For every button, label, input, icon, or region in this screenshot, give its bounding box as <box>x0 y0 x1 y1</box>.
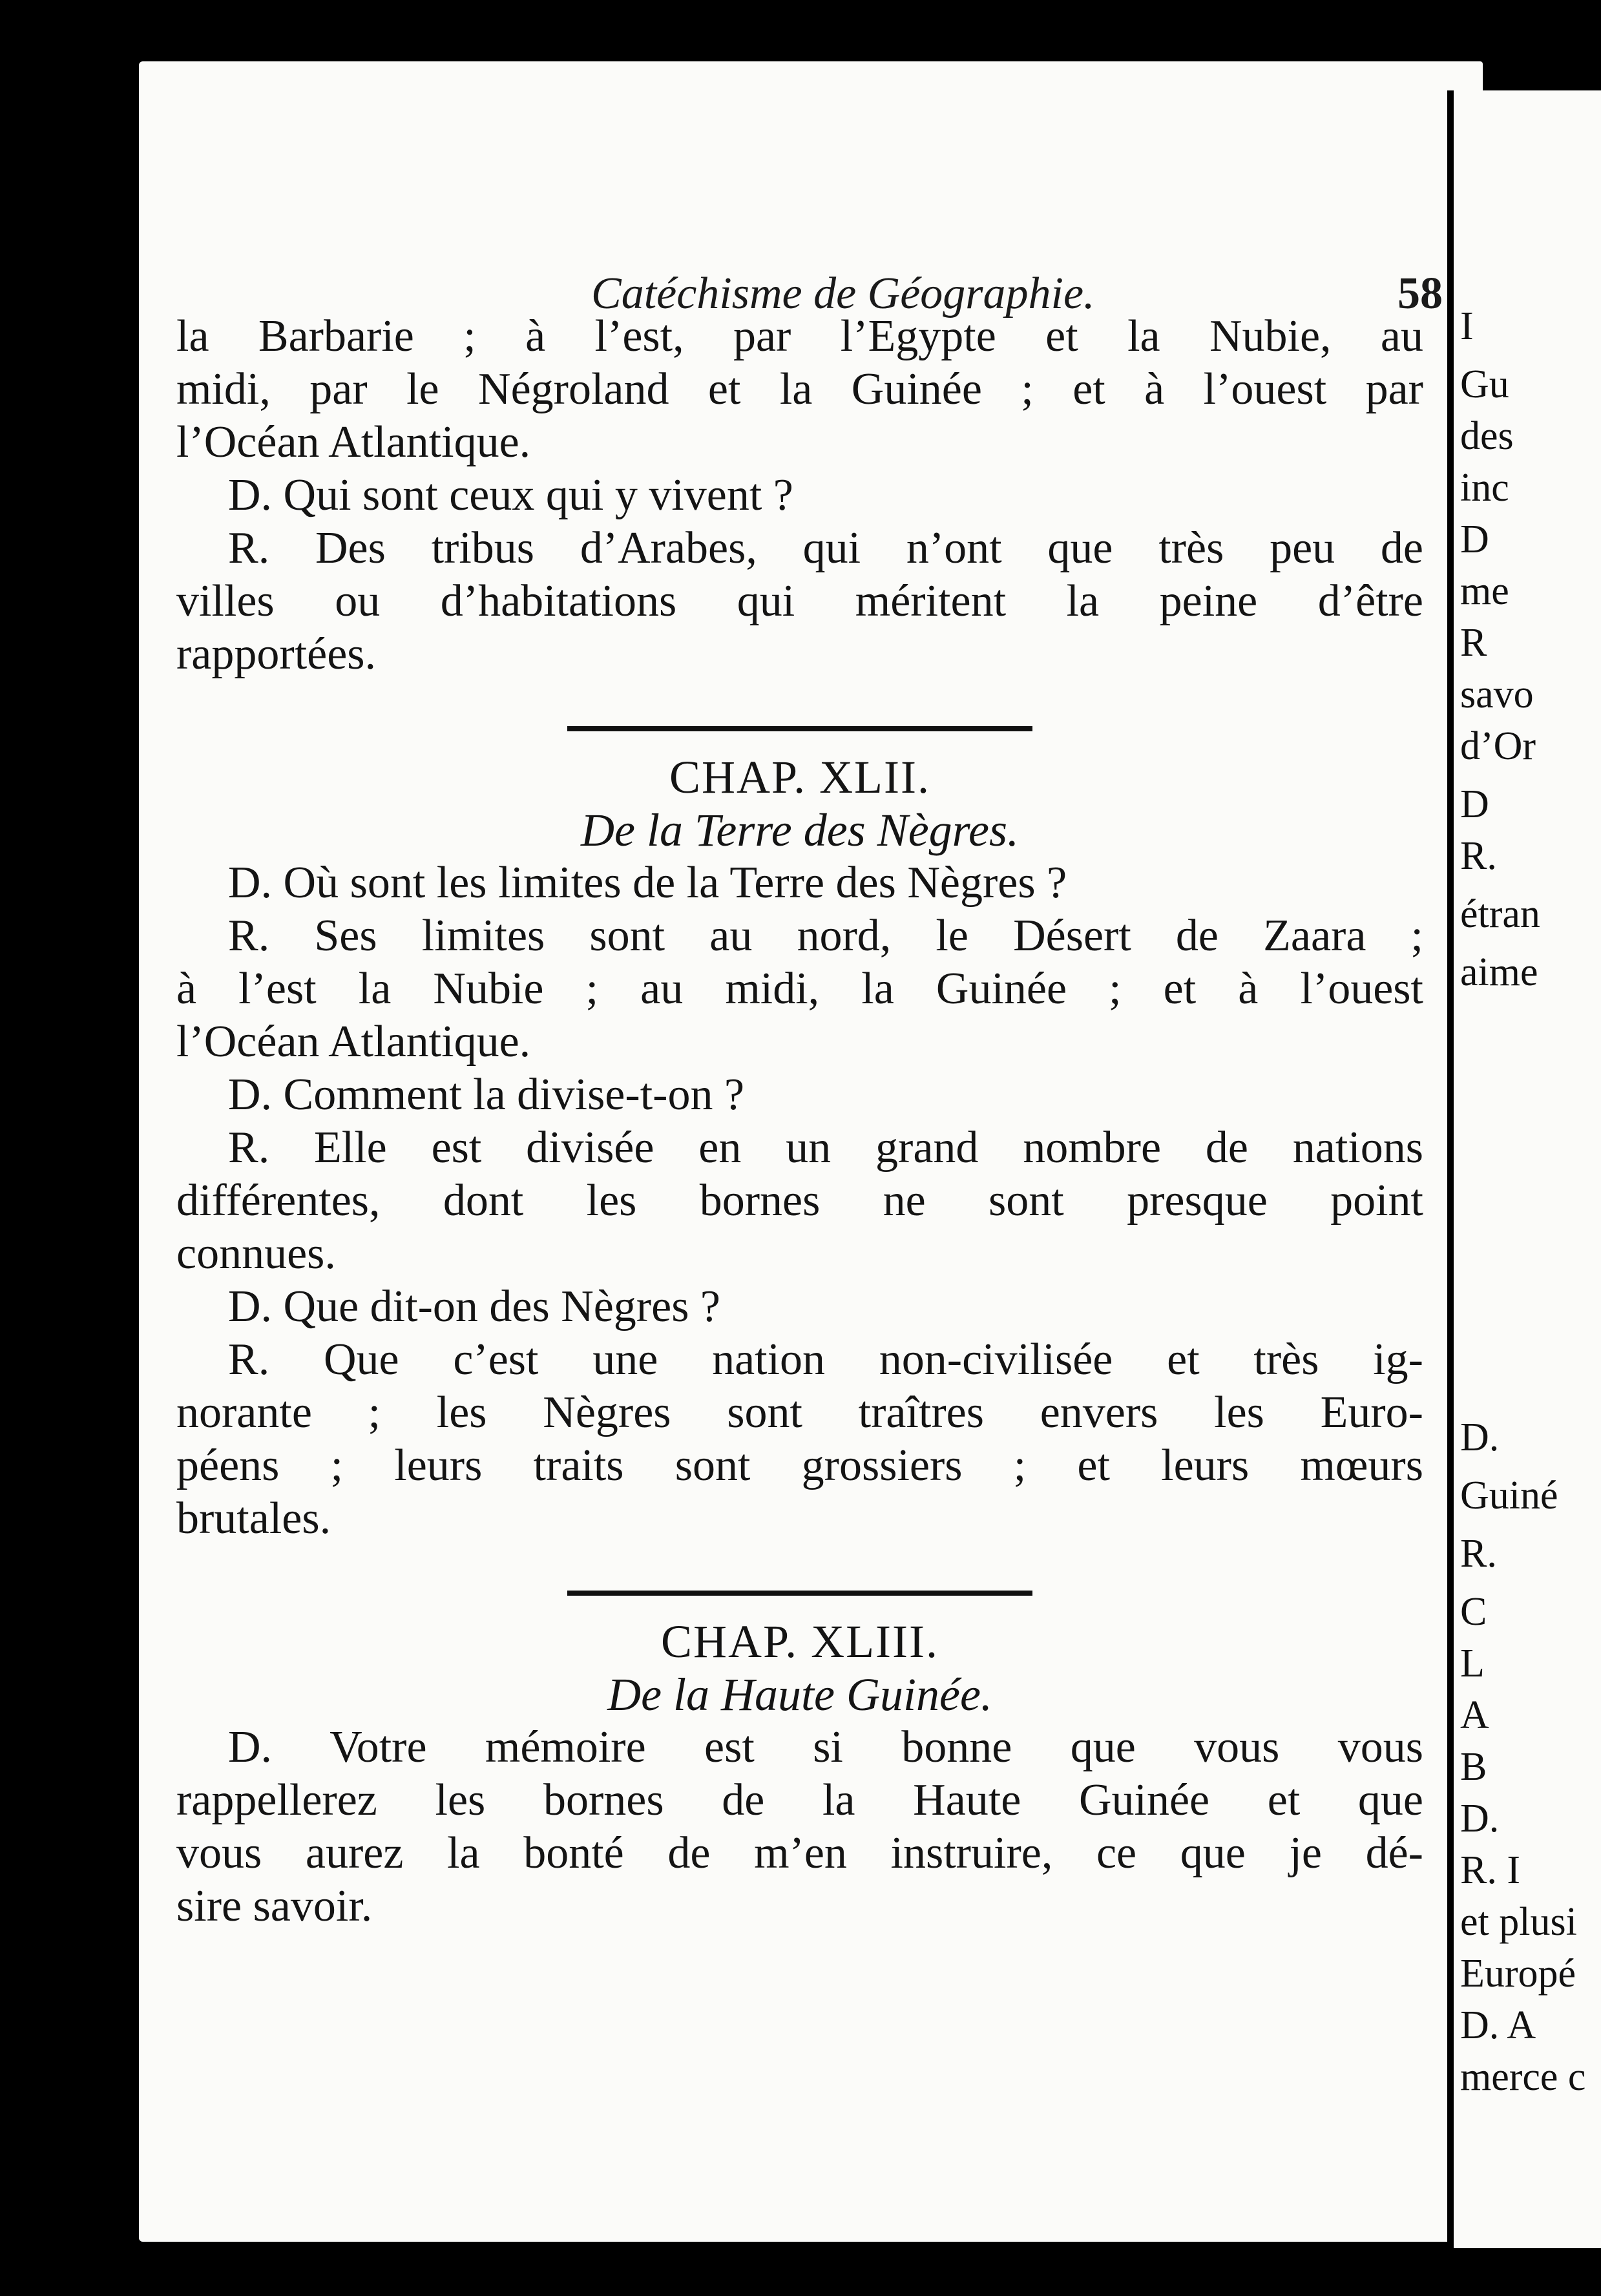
text-line: la Barbarie ; à l’est, par l’Egypte et la Nubie, au <box>176 311 1423 361</box>
question-line: vous aurez la bonté de m’en instruire, ce que je dé- <box>176 1828 1423 1878</box>
question-line: D. Où sont les limites de la Terre des Nègres ? <box>228 858 1067 908</box>
next-page-fragment: Europé <box>1460 1952 1576 1996</box>
next-page-fragment: d’Or <box>1460 724 1536 768</box>
chapter-title: CHAP. XLII. <box>669 751 930 803</box>
next-page-fragment: L <box>1460 1642 1485 1685</box>
next-page-fragment: Guiné <box>1460 1474 1558 1518</box>
section-rule <box>567 1591 1032 1596</box>
chapter-title: CHAP. XLIII. <box>661 1616 939 1667</box>
section-rule <box>567 726 1032 731</box>
next-page-fragment: merce c <box>1460 2055 1586 2099</box>
next-page-fragment: étran <box>1460 892 1540 936</box>
question-line: sire savoir. <box>176 1881 373 1931</box>
answer-line: R. Des tribus d’Arabes, qui n’ont que très peu de <box>228 523 1423 573</box>
next-page-fragment: R. <box>1460 834 1497 878</box>
question-line: D. Que dit-on des Nègres ? <box>228 1282 721 1331</box>
section-gap <box>176 1596 1423 1615</box>
section-gap <box>176 731 1423 751</box>
answer-line: rapportées. <box>176 629 377 679</box>
next-page-fragment: et plusi <box>1460 1900 1577 1944</box>
next-page-fragment: savo <box>1460 673 1534 716</box>
page-number: 58 <box>1397 269 1443 318</box>
next-page-fragment: aime <box>1460 950 1538 994</box>
section-gap <box>176 681 1423 726</box>
next-page-fragment: inc <box>1460 466 1509 510</box>
running-title: Catéchisme de Géographie. <box>591 269 1095 318</box>
answer-line: R. Ses limites sont au nord, le Désert de Zaara ; <box>228 911 1423 961</box>
question-line: D. Qui sont ceux qui y vivent ? <box>228 470 793 520</box>
next-page-fragment: A <box>1460 1693 1489 1737</box>
text-line: l’Océan Atlantique. <box>176 417 531 467</box>
next-page-fragment: R. I <box>1460 1848 1520 1892</box>
next-page-fragment: D. <box>1460 1797 1500 1841</box>
answer-line: norante ; les Nègres sont traîtres envers les Euro- <box>176 1388 1423 1437</box>
section-gap <box>176 1545 1423 1591</box>
next-page-fragment: des <box>1460 414 1514 458</box>
next-page-fragment: I <box>1460 304 1474 348</box>
answer-line: villes ou d’habitations qui méritent la peine d’être <box>176 576 1423 626</box>
next-page-fragment: C <box>1460 1590 1487 1634</box>
next-page-fragment: Gu <box>1460 362 1509 406</box>
text-line: midi, par le Négroland et la Guinée ; et à l’ouest par <box>176 364 1423 414</box>
answer-line: à l’est la Nubie ; au midi, la Guinée ; et à l’ouest <box>176 964 1423 1014</box>
next-page-fragment: D. <box>1460 1415 1500 1459</box>
next-page-fragment: R. <box>1460 1532 1497 1576</box>
page-body <box>176 310 1423 1933</box>
next-page-edge <box>1454 90 1601 2248</box>
answer-line: différentes, dont les bornes ne sont presque point <box>176 1176 1423 1226</box>
question-line: rappellerez les bornes de la Haute Guinée et que <box>176 1775 1423 1825</box>
next-page-fragment: D <box>1460 517 1489 561</box>
chapter-subtitle: De la Terre des Nègres. <box>581 804 1019 856</box>
next-page-fragment: R <box>1460 621 1487 665</box>
answer-line: R. Que c’est une nation non-civilisée et très ig- <box>228 1335 1423 1384</box>
question-line: D. Comment la divise-t-on ? <box>228 1070 745 1120</box>
next-page-fragment: me <box>1460 569 1509 613</box>
answer-line: R. Elle est divisée en un grand nombre de nations <box>228 1123 1423 1173</box>
answer-line: connues. <box>176 1229 336 1278</box>
question-line: D. Votre mémoire est si bonne que vous vous <box>228 1722 1423 1772</box>
next-page-fragment: B <box>1460 1745 1487 1789</box>
chapter-subtitle: De la Haute Guinée. <box>607 1669 992 1720</box>
next-page-fragment: D <box>1460 782 1489 826</box>
next-page-fragment: D. A <box>1460 2003 1536 2047</box>
answer-line: brutales. <box>176 1494 331 1543</box>
answer-line: l’Océan Atlantique. <box>176 1017 531 1067</box>
answer-line: péens ; leurs traits sont grossiers ; et leurs mœurs <box>176 1441 1423 1490</box>
